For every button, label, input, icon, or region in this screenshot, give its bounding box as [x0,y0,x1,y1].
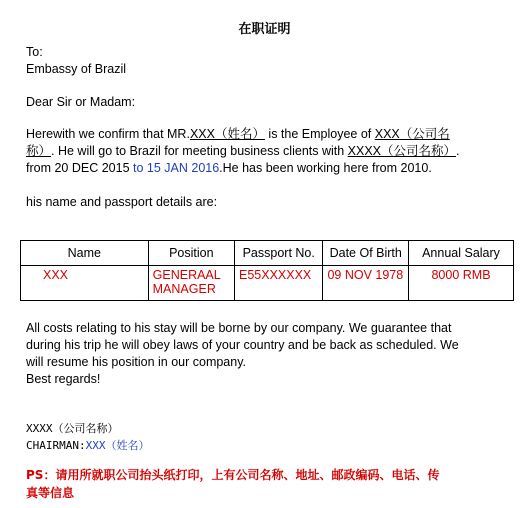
salutation: Dear Sir or Madam: [26,95,136,109]
chairman-placeholder: XXX（姓名） [85,439,150,452]
cell-dob: 09 NOV 1978 [323,266,409,301]
company-placeholder-cont: 称） [26,144,52,158]
cell-salary: 8000 RMB [409,266,514,301]
body-text: Herewith we confirm that MR. [26,127,190,141]
body-text: . He will go to Brazil for meeting business clients with [51,144,348,158]
company-placeholder-2: XXXX（公司名称） [347,144,457,158]
to-label: To: [26,45,43,59]
cell-position [148,266,234,301]
cell-name: XXX [21,266,149,301]
closing-line: All costs relating to his stay will be borne by our company. We guarantee that [26,321,452,335]
header-salary: Annual Salary [409,241,514,266]
signature-chairman [26,437,149,453]
details-intro: his name and passport details are: [26,195,218,209]
body-paragraph [26,126,476,177]
closing-line: will resume his position in our company. [26,355,247,369]
recipient: Embassy of Brazil [26,62,127,76]
header-passport: Passport No. [234,241,322,266]
date-to: to 15 JAN 2016 [133,161,220,175]
date-from: from 20 DEC 2015 [26,161,133,175]
table-row [21,266,514,301]
position-line-2: MANAGER [152,282,216,296]
closing-line: Best regards! [26,372,101,386]
details-table [20,240,514,301]
chairman-label: CHAIRMAN: [26,439,86,452]
cell-passport: E55XXXXXX [234,266,322,301]
ps-line-1: PS：请用所就职公司抬头纸打印，上有公司名称、地址、邮政编码、电话、传 [26,468,440,482]
closing-line: during his trip he will obey laws of your country and be back as scheduled. We [26,338,459,352]
table-header-row [21,241,514,266]
ps-note [26,466,486,502]
header-dob: Date Of Birth [323,241,409,266]
body-text: . [456,144,460,158]
company-placeholder: XXX（公司名 [374,127,450,141]
body-text: is the Employee of [264,127,375,141]
position-line-1: GENERAAL [152,268,221,282]
header-position: Position [148,241,234,266]
signature-company: XXXX（公司名称） [26,422,119,435]
closing-paragraph [26,320,486,388]
document-title: 在职证明 [238,22,291,37]
body-text: .He has been working here from 2010. [219,161,432,175]
ps-line-2: 真等信息 [26,486,75,500]
header-name: Name [21,241,149,266]
name-placeholder: XXX（姓名） [189,127,265,141]
